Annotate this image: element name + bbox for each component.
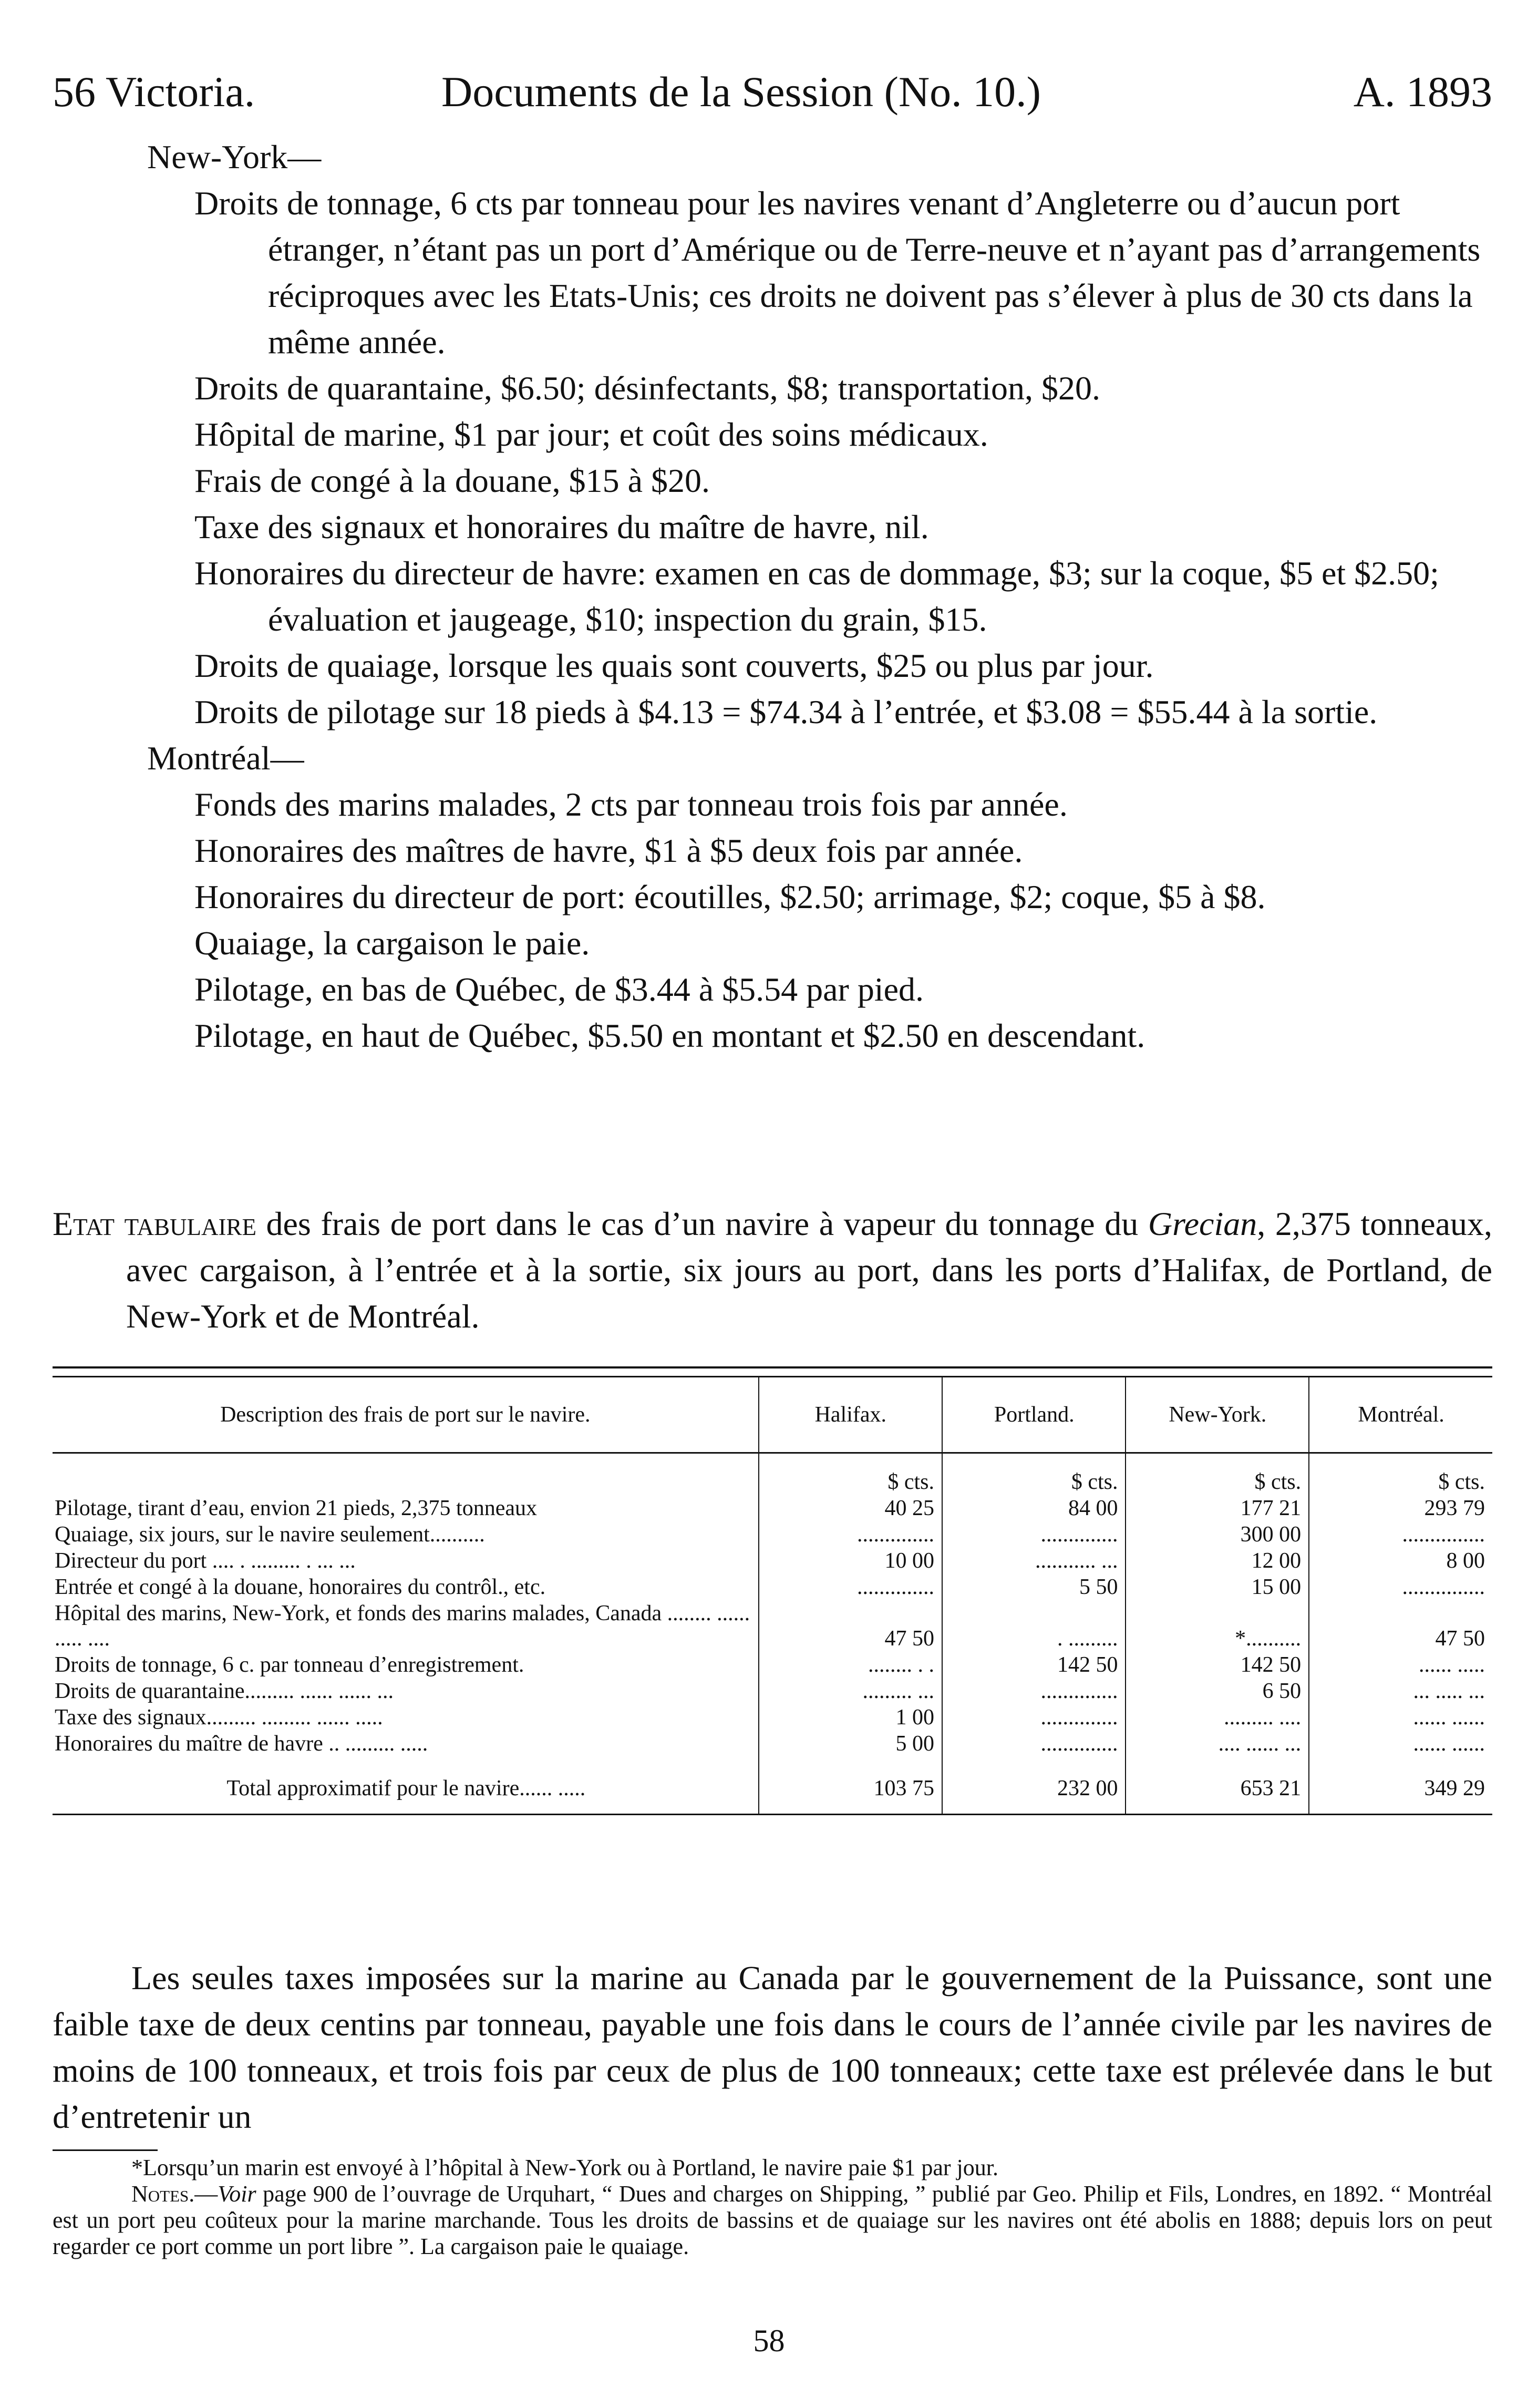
- table-cell: .... ...... ...: [1126, 1731, 1309, 1757]
- header-title: Documents de la Session (No. 10.): [441, 68, 1041, 116]
- notes-label: Notes.: [131, 2181, 195, 2207]
- table-cell: ...... ......: [1309, 1704, 1492, 1731]
- section-title: Montréal—: [147, 739, 304, 777]
- table-cell: ..............: [759, 1574, 942, 1600]
- list-item: Honoraires des maîtres de havre, $1 à $5 deux fois par année.: [194, 832, 1023, 869]
- table-cell: 47 50: [1309, 1600, 1492, 1652]
- footnote-divider: [53, 2149, 158, 2151]
- table-cell: Total approximatif pour le navire...... .....: [226, 1776, 586, 1800]
- table-cell: Directeur du port .... . ......... . ... ...: [55, 1549, 356, 1573]
- table-cell: 142 50: [942, 1652, 1126, 1678]
- table-cell: ........... ...: [942, 1548, 1126, 1574]
- running-header: [53, 63, 1492, 121]
- table-row: [53, 1704, 1492, 1731]
- etat-tabulaire-caption: [53, 1201, 1492, 1340]
- notes-dash: —: [194, 2181, 218, 2207]
- port-fees-table: [53, 1377, 1492, 1814]
- table-cell: $ cts.: [759, 1453, 942, 1496]
- table-row: [53, 1521, 1492, 1548]
- table-row: [53, 1600, 1492, 1652]
- table-cell: Pilotage, tirant d’eau, envion 21 pieds, 2,375 tonneaux: [55, 1496, 537, 1520]
- table-cell: 84 00: [942, 1495, 1126, 1521]
- column-header: Montréal.: [1309, 1377, 1492, 1453]
- new-york-entries: [53, 180, 1492, 735]
- table-cell: 40 25: [759, 1495, 942, 1521]
- column-header: New-York.: [1126, 1377, 1309, 1453]
- table-cell: 653 21: [1126, 1757, 1309, 1814]
- table-cell: ...... .....: [1309, 1652, 1492, 1678]
- table-cell: Droits de quarantaine......... ...... ...... ...: [55, 1679, 394, 1703]
- table-cell: 300 00: [1126, 1521, 1309, 1548]
- table-bottom-rule: [53, 1814, 1492, 1815]
- table-cell: 5 00: [759, 1731, 942, 1757]
- table-cell: Honoraires du maître de havre .. ......... .....: [55, 1732, 428, 1756]
- table-cell: ........ . .: [759, 1652, 942, 1678]
- table-row: [53, 1678, 1492, 1704]
- table-cell: ..............: [942, 1731, 1126, 1757]
- table-cell: ..............: [942, 1521, 1126, 1548]
- notes-voir: Voir: [218, 2181, 256, 2207]
- table-cell: 6 50: [1126, 1678, 1309, 1704]
- table-cell: 232 00: [942, 1757, 1126, 1814]
- list-item: Frais de congé à la douane, $15 à $20.: [194, 462, 710, 499]
- table-cell: Droits de tonnage, 6 c. par tonneau d’enregistrement.: [55, 1653, 524, 1677]
- table-cell: 142 50: [1126, 1652, 1309, 1678]
- table-cell: 1 00: [759, 1704, 942, 1731]
- table-cell: Entrée et congé à la douane, honoraires du contrôl., etc.: [55, 1575, 546, 1599]
- list-item: Taxe des signaux et honoraires du maître de havre, nil.: [194, 508, 929, 546]
- table-cell: [53, 1453, 759, 1496]
- header-year: A. 1893: [1353, 68, 1492, 116]
- table-row: [53, 1548, 1492, 1574]
- footnote-notes: [53, 2181, 1492, 2260]
- table-cell: $ cts.: [1126, 1453, 1309, 1496]
- table-header-row: [53, 1377, 1492, 1453]
- table-cell: ... ..... ...: [1309, 1678, 1492, 1704]
- table-row: [53, 1652, 1492, 1678]
- table-cell: $ cts.: [942, 1453, 1126, 1496]
- list-item: Quaiage, la cargaison le paie.: [194, 924, 590, 962]
- table-cell: Taxe des signaux......... ......... ...... .....: [55, 1705, 383, 1730]
- port-fees-table-wrapper: [53, 1366, 1492, 1815]
- table-cell: ...............: [1309, 1521, 1492, 1548]
- table-cell: 12 00: [1126, 1548, 1309, 1574]
- list-item: Hôpital de marine, $1 par jour; et coût des soins médicaux.: [194, 416, 988, 453]
- list-item: Honoraires du directeur de havre: examen en cas de dommage, $3; sur la coque, $5 et $2.50; évaluation et jaugeage, $10; inspection du grain, $15.: [194, 554, 1439, 638]
- table-cell: . .........: [942, 1600, 1126, 1652]
- page-number: 58: [753, 2323, 785, 2358]
- new-york-section: [53, 134, 1492, 1059]
- caption-text: , 2,375 tonneaux, avec cargaison, à l’entrée et à la sortie, six jours au port, dans les ports d’Halifax, de Portland, de New-York et de Montréal.: [126, 1205, 1493, 1335]
- montreal-entries: [53, 781, 1492, 1059]
- table-cell: ..............: [942, 1704, 1126, 1731]
- list-item: Pilotage, en haut de Québec, $5.50 en montant et $2.50 en descendant.: [194, 1017, 1145, 1054]
- table-cell: 47 50: [759, 1600, 942, 1652]
- table-row: [53, 1495, 1492, 1521]
- table-cell: ...... ......: [1309, 1731, 1492, 1757]
- footnote-star: *Lorsqu’un marin est envoyé à l’hôpital à New-York ou à Portland, le navire paie $1 par jour.: [131, 2155, 998, 2180]
- footnotes: [53, 2155, 1492, 2260]
- caption-text: des frais de port dans le cas d’un navire à vapeur du tonnage du: [256, 1205, 1148, 1242]
- list-item: Honoraires du directeur de port: écoutilles, $2.50; arrimage, $2; coque, $5 à $8.: [194, 878, 1266, 915]
- list-item: Droits de quaiage, lorsque les quais sont couverts, $25 ou plus par jour.: [194, 647, 1154, 684]
- paragraph-text: Les seules taxes imposées sur la marine au Canada par le gouvernement de la Puissance, sont une faible taxe de deux centins par tonneau, payable une fois dans le cours de l’année civile par les navires de moins de 100 tonneaux, et trois fois par ceux de plus de 100 tonneaux; cette taxe est prélevée dans le but d’entretenir un: [53, 1959, 1492, 2135]
- list-item: Fonds des marins malades, 2 cts par tonneau trois fois par année.: [194, 786, 1068, 823]
- section-title: New-York—: [147, 138, 322, 176]
- list-item: Pilotage, en bas de Québec, de $3.44 à $5.54 par pied.: [194, 971, 924, 1008]
- column-header: Description des frais de port sur le navire.: [220, 1403, 591, 1427]
- table-cell: ......... ....: [1126, 1704, 1309, 1731]
- units-row: [53, 1453, 1492, 1496]
- closing-paragraph: [53, 1955, 1492, 2140]
- table-cell: ...............: [1309, 1574, 1492, 1600]
- table-cell: 103 75: [759, 1757, 942, 1814]
- table-row: [53, 1731, 1492, 1757]
- table-cell: 293 79: [1309, 1495, 1492, 1521]
- table-cell: ......... ...: [759, 1678, 942, 1704]
- table-cell: Quaiage, six jours, sur le navire seulement..........: [55, 1522, 485, 1547]
- table-cell: Hôpital des marins, New-York, et fonds des marins malades, Canada ........ ...... ..... ....: [55, 1601, 750, 1651]
- table-cell: 349 29: [1309, 1757, 1492, 1814]
- table-cell: 177 21: [1126, 1495, 1309, 1521]
- header-session: 56 Victoria.: [53, 68, 255, 116]
- list-item: Droits de tonnage, 6 cts par tonneau pour les navires venant d’Angleterre ou d’aucun port étranger, n’étant pas un port d’Amérique ou de Terre-neuve et n’ayant pas d’arrangements réciproques avec les Etats-Unis; ces droits ne doivent pas s’élever à plus de 30 cts dans la même année.: [194, 184, 1481, 361]
- notes-text: page 900 de l’ouvrage de Urquhart, “ Dues and charges on Shipping, ” publié par Geo. Philip et Fils, Londres, en 1892. “ Montréal est un port peu coûteux pour la marine marchande. Tous les droits de bassins et de quaiage sur les navires ont été abolis en 1888; depuis lors on peut regarder ce port comme un port libre ”. La cargaison paie le quaiage.: [53, 2181, 1492, 2259]
- table-cell: 10 00: [759, 1548, 942, 1574]
- table-top-rule: [53, 1366, 1492, 1377]
- caption-lead: Etat tabulaire: [53, 1205, 256, 1242]
- table-cell: 5 50: [942, 1574, 1126, 1600]
- list-item: Droits de quarantaine, $6.50; désinfectants, $8; transportation, $20.: [194, 369, 1101, 407]
- table-cell: *..........: [1126, 1600, 1309, 1652]
- column-header: Portland.: [942, 1377, 1126, 1453]
- table-cell: ..............: [759, 1521, 942, 1548]
- list-item: Droits de pilotage sur 18 pieds à $4.13 = $74.34 à l’entrée, et $3.08 = $55.44 à la sortie.: [194, 693, 1378, 730]
- table-cell: 8 00: [1309, 1548, 1492, 1574]
- column-header: Halifax.: [759, 1377, 942, 1453]
- table-cell: 15 00: [1126, 1574, 1309, 1600]
- table-cell: $ cts.: [1309, 1453, 1492, 1496]
- ship-name: Grecian: [1148, 1205, 1257, 1242]
- table-total-row: [53, 1757, 1492, 1814]
- table-cell: ..............: [942, 1678, 1126, 1704]
- table-row: [53, 1574, 1492, 1600]
